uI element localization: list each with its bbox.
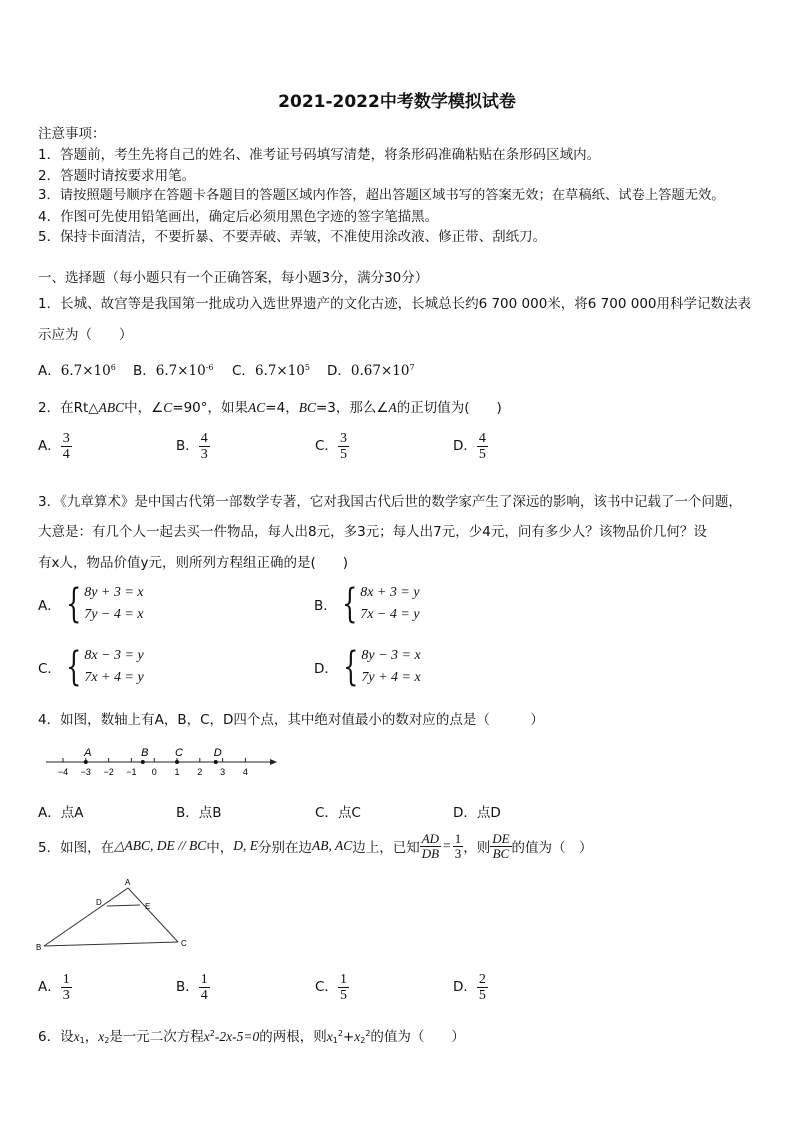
question-1-line1: 1．长城、故宫等是我国第一批成功入选世界遗产的文化古迹，长城总长约6 700 000米，将6 700 000用科学记数法表 <box>38 296 752 312</box>
point-label-D: D <box>213 747 222 759</box>
tick-label: 1 <box>174 767 180 777</box>
point-D <box>214 760 218 764</box>
notice-item: 5．保持卡面清洁，不要折暴、不要弄破、弄皱，不准使用涂改液、修正带、刮纸刀。 <box>38 229 547 245</box>
triangle-figure <box>34 876 194 956</box>
question-3-line3: 有x人，物品价值y元，则所列方程组正确的是( ) <box>38 555 349 571</box>
label-A: A <box>125 878 131 887</box>
point-label-A: A <box>84 747 92 759</box>
q1-option-c[interactable]: C．$6.7\times 10^5$ <box>232 363 310 379</box>
notice-item: 1．答题前，考生先将自己的姓名、准考证号码填写清楚，将条形码准确粘贴在条形码区域内。 <box>38 147 601 163</box>
question-1-line2: 示应为（ ） <box>38 327 133 343</box>
exam-title: 2021-2022中考数学模拟试卷 <box>278 92 516 112</box>
section-heading: 一、选择题（每小题只有一个正确答案，每小题3分，满分30分） <box>38 270 429 286</box>
q3-option-c[interactable]: C． { 8x − 3 = y 7x + 4 = y <box>38 644 144 690</box>
question-3-line1: 3．《九章算术》是中国古代第一部数学专著，它对我国古代后世的数学家产生了深远的影响，该书中记载了一个问题， <box>38 494 742 510</box>
q1-option-b[interactable]: B．$6.7\times 10^{-6}$ <box>133 363 214 379</box>
question-3-line2: 大意是：有几个人一起去买一件物品，每人出8元，多3元；每人出7元，少4元，问有多少人？该物品价几何？设 <box>38 524 707 540</box>
q5-option-c[interactable]: C． $\frac{1}{5}$ <box>315 972 347 1003</box>
question-6: 6．设$x_1$，$x_2$是一元二次方程$x^2-2x-5=0$的两根，则$x_1^2+x_2^2$的值为（ ） <box>38 1029 465 1045</box>
question-5: 5．如图，在 △ABC, DE // BC 中， D, E 分别在边 AB, AC 边上，已知 $\frac{AD}{DB}$ = $\frac{1}{3}$ ，则 $\frac{DE}{BC}$ 的值为（ ） <box>38 830 593 861</box>
q2-option-d[interactable]: D． $\frac{4}{5}$ <box>453 431 486 462</box>
q3-option-b[interactable]: B． { 8x + 3 = y 7x − 4 = y <box>314 581 420 627</box>
q4-option-d[interactable]: D．点D <box>453 805 501 821</box>
q4-option-a[interactable]: A．点A <box>38 805 84 821</box>
q2-option-b[interactable]: B． $\frac{4}{3}$ <box>176 431 208 462</box>
q4-option-c[interactable]: C．点C <box>315 805 361 821</box>
label-E: E <box>145 902 151 911</box>
point-label-C: C <box>175 747 183 759</box>
tick-label: −4 <box>57 767 69 777</box>
q5-option-d[interactable]: D． $\frac{2}{5}$ <box>453 972 486 1003</box>
tick-label: 3 <box>220 767 226 777</box>
q3-option-a[interactable]: A． { 8y + 3 = x 7y − 4 = x <box>38 581 144 627</box>
q3-option-d[interactable]: D． { 8y − 3 = x 7y + 4 = x <box>314 644 421 690</box>
q2-option-c[interactable]: C． $\frac{3}{5}$ <box>315 431 347 462</box>
point-A <box>84 760 88 764</box>
point-label-B: B <box>141 747 149 759</box>
question-2: 2．在Rt△ABC中，∠C=90°，如果AC=4，BC=3，那么∠A的正切值为( ) <box>38 400 502 416</box>
q5-option-a[interactable]: A． $\frac{1}{3}$ <box>38 972 70 1003</box>
point-B <box>141 760 145 764</box>
question-4: 4．如图，数轴上有A，B，C，D四个点，其中绝对值最小的数对应的点是（ ） <box>38 712 544 728</box>
number-line-figure <box>38 742 278 782</box>
point-C <box>175 760 179 764</box>
tick-label: 0 <box>151 767 157 777</box>
notice-item: 3．请按照题号顺序在答题卡各题目的答题区域内作答，超出答题区域书写的答案无效；在草稿纸、试卷上答题无效。 <box>38 188 725 203</box>
q1-option-d[interactable]: D．$0.67\times 10^7$ <box>327 363 415 379</box>
tick-label: 4 <box>242 767 248 777</box>
axis-arrow <box>270 759 277 765</box>
label-D: D <box>96 898 102 907</box>
q4-option-b[interactable]: B．点B <box>176 805 222 821</box>
label-B: B <box>36 943 42 952</box>
q2-option-a[interactable]: A． $\frac{3}{4}$ <box>38 431 70 462</box>
notice-heading: 注意事项： <box>38 126 106 142</box>
q1-option-a[interactable]: A．$6.7\times 10^6$ <box>38 363 116 379</box>
tick-label: −1 <box>126 767 137 777</box>
tick-label: 2 <box>197 767 203 777</box>
tick-label: −2 <box>103 767 114 777</box>
tick-label: −3 <box>80 767 91 777</box>
notice-item: 4．作图可先使用铅笔画出，确定后必须用黑色字迹的签字笔描黑。 <box>38 209 439 225</box>
q5-option-b[interactable]: B． $\frac{1}{4}$ <box>176 972 208 1003</box>
notice-item: 2．答题时请按要求用笔。 <box>38 168 196 184</box>
label-C: C <box>181 939 187 948</box>
